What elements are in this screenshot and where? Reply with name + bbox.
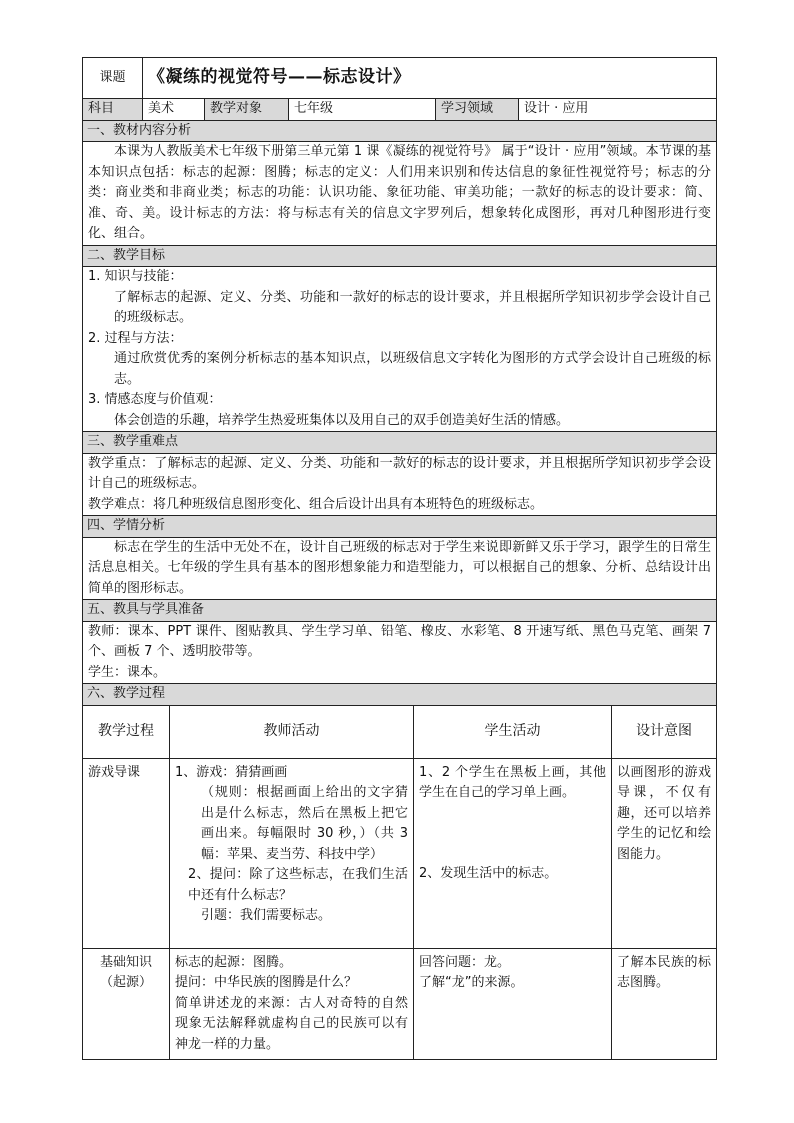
- title-label: 课题: [83, 58, 143, 99]
- student-activity-line: 1、2 个学生在黑板上画，其他学生在自己的学习单上画。: [419, 764, 606, 800]
- column-header-student: 学生活动: [414, 706, 612, 759]
- column-header-intent: 设计意图: [612, 706, 717, 759]
- teacher-activity-line: 提问：中华民族的图腾是什么？: [175, 975, 358, 990]
- key-point-text: 教学重点：了解标志的起源、定义、分类、功能和一款好的标志的设计要求，并且根据所学知识初步学会设计自己的班级标志。: [88, 455, 712, 491]
- student-activity-line: 回答问题：龙。: [419, 954, 511, 970]
- student-activity-line: 2、发现生活中的标志。: [419, 865, 558, 881]
- objective-title-3: 3. 情感态度与价值观：: [88, 392, 222, 407]
- stage-cell: 基础知识（起源）: [83, 948, 170, 1060]
- section-heading-6: 六、教学过程: [83, 684, 717, 706]
- design-intent-cell: 了解本民族的标志图腾。: [612, 948, 717, 1060]
- table-row: [83, 758, 717, 948]
- target-value: 七年级: [289, 99, 436, 121]
- teacher-activity-line: 引题：我们需要标志。: [201, 908, 332, 923]
- column-header-stage: 教学过程: [83, 706, 170, 759]
- target-label: 教学对象: [205, 99, 289, 121]
- student-activity-cell: [414, 758, 612, 948]
- table-row: [83, 948, 717, 1060]
- header-table: [82, 57, 717, 706]
- teacher-activity-line: （规则：根据画面上给出的文字猜出是什么标志，然后在黑板上把它画出来。每幅限时 30 秒，）（共 3 幅：苹果、麦当劳、科技中学）: [201, 785, 408, 862]
- teacher-activity-line: 2、提问：除了这些标志，在我们生活中还有什么标志？: [188, 867, 408, 903]
- section-heading-3: 三、教学重难点: [83, 432, 717, 454]
- student-activity-line: 了解“龙”的来源。: [419, 975, 524, 990]
- objective-text-1: 了解标志的起源、定义、分类、功能和一款好的标志的设计要求，并且根据所学知识初步学会设计自己的班级标志。: [114, 289, 712, 325]
- design-intent-cell: 以画图形的游戏导课，不仅有趣，还可以培养学生的记忆和绘图能力。: [612, 758, 717, 948]
- section-heading-1: 一、教材内容分析: [83, 120, 717, 142]
- subject-label: 科目: [83, 99, 143, 121]
- objective-title-2: 2. 过程与方法：: [88, 330, 183, 346]
- section-heading-5: 五、教具与学具准备: [83, 600, 717, 622]
- stage-cell: 游戏导课: [83, 758, 170, 948]
- teacher-materials-text: 教师：课本、PPT 课件、图贴教具、学生学习单、铅笔、橡皮、水彩笔、8 开速写纸、黑色马克笔、画架 7 个、画板 7 个、透明胶带等。: [88, 623, 712, 659]
- lesson-plan-document: [82, 57, 716, 1060]
- domain-label: 学习领域: [436, 99, 519, 121]
- student-activity-cell: [414, 948, 612, 1060]
- objective-title-1: 1. 知识与技能：: [88, 269, 183, 284]
- difficulty-text: 教学难点：将几种班级信息图形变化、组合后设计出具有本班特色的班级标志。: [88, 496, 544, 512]
- teacher-activity-cell: [170, 758, 414, 948]
- teacher-activity-cell: [170, 948, 414, 1060]
- objective-text-2: 通过欣赏优秀的案例分析标志的基本知识点，以班级信息文字转化为图形的方式学会设计自己班级的标志。: [114, 351, 712, 387]
- textbook-analysis-text: 本课为人教版美术七年级下册第三单元第 1 课《凝练的视觉符号》 属于“设计 · 应用”领域。本节课的基本知识点包括：标志的起源：图腾；标志的定义：人们用来识别和传达信息的象征性视觉符号；标志的分类：商业类和非商业类；标志的功能：认识功能、象征功能、审美功能；一款好的标志的设计要求：简、准、奇、美。设计标志的方法：将与标志有关的信息文字罗列后，想象转化成图形，再对几种图形进行变化、组合。: [88, 144, 712, 241]
- section-heading-2: 二、教学目标: [83, 245, 717, 267]
- teacher-activity-line: 简单讲述龙的来源：古人对奇特的自然现象无法解释就虚构自己的民族可以有神龙一样的力量。: [175, 995, 408, 1052]
- student-materials-text: 学生：课本。: [88, 664, 167, 680]
- column-header-teacher: 教师活动: [170, 706, 414, 759]
- objective-text-3: 体会创造的乐趣，培养学生热爱班集体以及用自己的双手创造美好生活的情感。: [114, 412, 570, 428]
- domain-value: 设计 · 应用: [519, 99, 717, 121]
- lesson-title-text: 《凝练的视觉符号——标志设计》: [148, 66, 411, 87]
- teacher-activity-line: 标志的起源：图腾。: [175, 954, 293, 970]
- lesson-title: [143, 58, 717, 99]
- section-heading-4: 四、学情分析: [83, 516, 717, 538]
- learner-analysis-text: 标志在学生的生活中无处不在，设计自己班级的标志对于学生来说即新鲜又乐于学习，跟学生的日常生活息息相关。七年级的学生具有基本的图形想象能力和造型能力，可以根据自己的想象、分析、总结设计出简单的图形标志。: [88, 539, 712, 596]
- subject-value: 美术: [143, 99, 205, 121]
- teacher-activity-line: 1、游戏：猜猜画画: [175, 764, 288, 780]
- process-table: [82, 706, 717, 1061]
